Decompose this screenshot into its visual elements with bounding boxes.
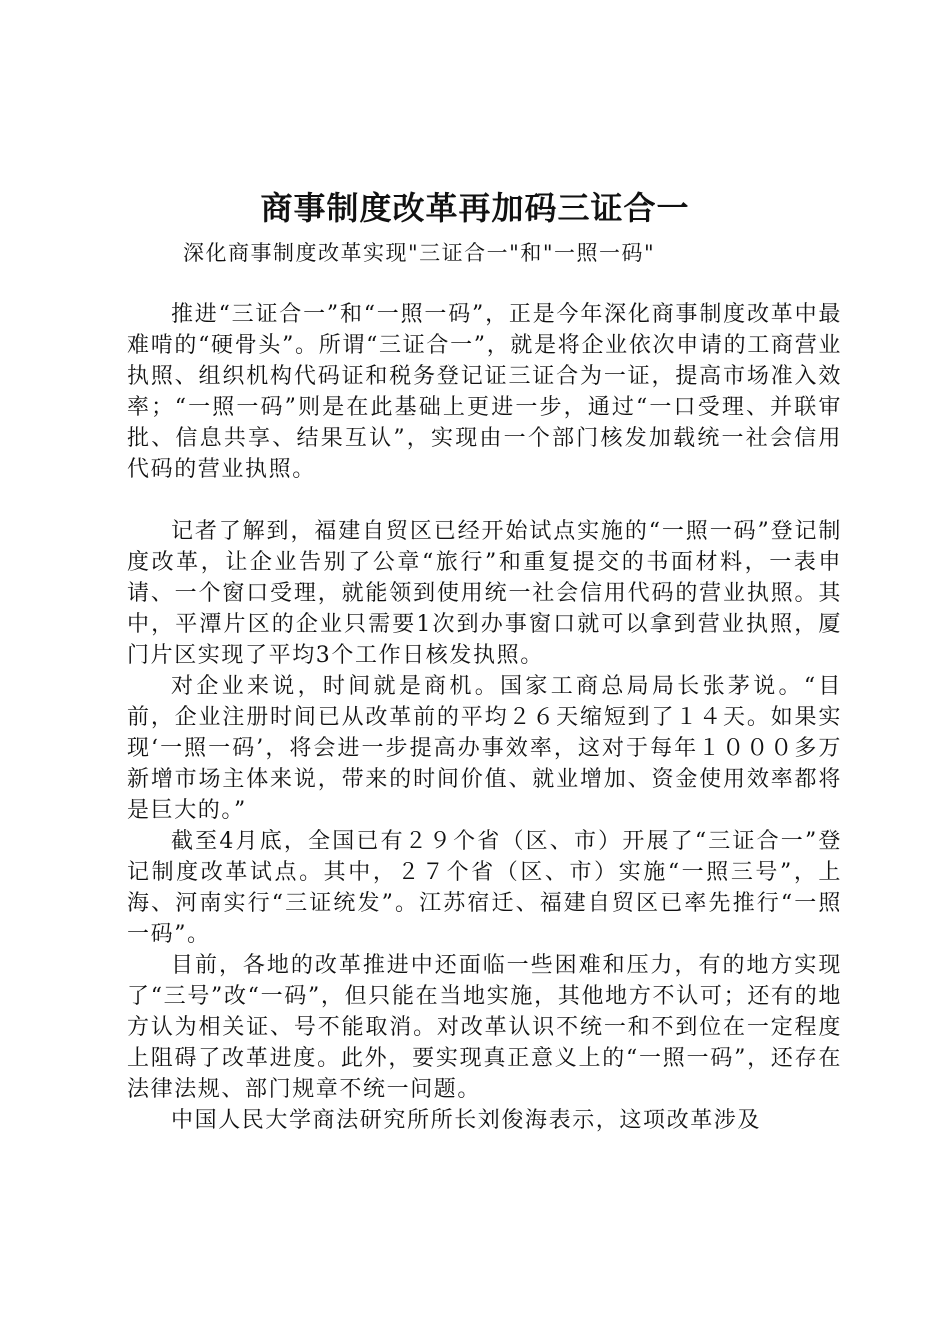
paragraph: 记者了解到，福建自贸区已经开始试点实施的“一照一码”登记制度改革，让企业告别了公章“旅行”和重复提交的书面材料，一表申请、一个窗口受理，就能领到使用统一社会信用代码的营业执照。其中，平潭片区的企业只需要1次到办事窗口就可以拿到营业执照，厦门片区实现了平均3个工作日核发执照。 [127,519,842,668]
paragraph: 推进“三证合一”和“一照一码”，正是今年深化商事制度改革中最难啃的“硬骨头”。所谓“三证合一”，就是将企业依次申请的工商营业执照、组织机构代码证和税务登记证三证合为一证，提高市场准入效率；“一照一码”则是在此基础上更进一步，通过“一口受理、并联审批、信息共享、结果互认”，实现由一个部门核发加载统一社会信用代码的营业执照。 [127,302,842,482]
document-subtitle: 深化商事制度改革实现"三证合一"和"一照一码" [183,241,656,265]
document-title: 商事制度改革再加码三证合一 [260,189,690,227]
paragraph: 对企业来说，时间就是商机。国家工商总局局长张茅说。“目前，企业注册时间已从改革前的平均２６天缩短到了１４天。如果实现‘一照一码’，将会进一步提高办事效率，这对于每年１０００多万新增市场主体来说，带来的时间价值、就业增加、资金使用效率都将是巨大的。” [127,674,842,823]
paragraph: 目前，各地的改革推进中还面临一些困难和压力，有的地方实现了“三号”改“一码”，但只能在当地实施，其他地方不认可；还有的地方认为相关证、号不能取消。对改革认识不统一和不到位在一定程度上阻碍了改革进度。此外，要实现真正意义上的“一照一码”，还存在法律法规、部门规章不统一问题。 [127,953,842,1102]
paragraph: 中国人民大学商法研究所所长刘俊海表示，这项改革涉及 [171,1108,762,1133]
document-body [127,299,842,1136]
paragraph: 截至4月底，全国已有２９个省（区、市）开展了“三证合一”登记制度改革试点。其中，２７个省（区、市）实施“一照三号”，上海、河南实行“三证统发”。江苏宿迁、福建自贸区已率先推行“一照一码”。 [127,829,842,947]
